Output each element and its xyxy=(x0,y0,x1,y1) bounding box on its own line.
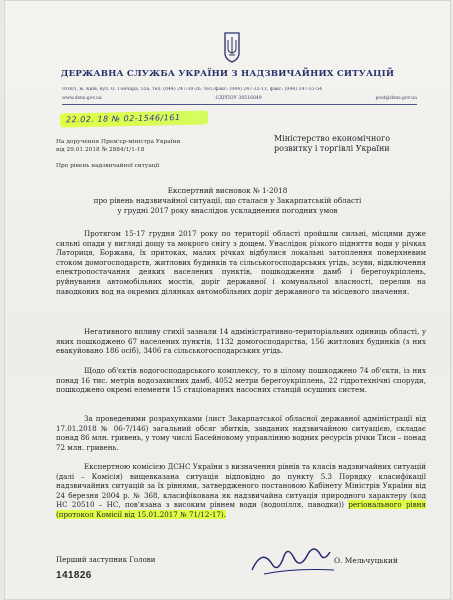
agency-email: post@dsns.gov.ua xyxy=(375,96,417,101)
header-divider xyxy=(62,104,417,105)
instruction-ref xyxy=(56,139,180,154)
paragraph-1 xyxy=(56,229,426,296)
document-title xyxy=(4,186,451,216)
agency-address: 01601, м. Київ, вул. О. Гончара, 55а, тел. (044) 247-30-26, тел./факс: (044) 247-32-11, факс: (044) 247-31-54 xyxy=(62,87,323,92)
paragraph-4-text: За проведеними розрахунками (лист Закарпатської обласної державної адміністрації від 17.01.2018 № 06-7/146) загальний обсяг збитків, завданих надзвичайною ситуацією, складає понад 86 млн. гривень, у тому числі Басейновому управлінню водних ресурсів річки Тиси – понад 72 млн. гривень. xyxy=(56,414,426,452)
agency-edrpou: ЄДРПОУ 38516849 xyxy=(215,96,262,101)
paragraph-5-main: Експертною комісією ДСНС України з визначення рівнів та класів надзвичайних ситуацій (далі – Комісія) вищевказана ситуація відповідно до пункту 5.3 Порядку класифікації надзвичайних ситуацій за їх рівнями, затвердженого постановою Кабінету Міністрів України від 24 березня 2004 р. № 368, класифікована як надзвичайна ситуація природного характеру (код НС 20510 – НС, пов'язана з високим рівнем води (водопілля, паводки)) xyxy=(56,462,426,510)
title-line-1: Експертний висновок № 1-2018 xyxy=(167,186,288,195)
paragraph-5 xyxy=(56,462,426,520)
paragraph-4 xyxy=(56,414,426,452)
document-sheet xyxy=(4,0,451,600)
agency-contacts xyxy=(62,96,417,101)
recipient-block xyxy=(274,134,424,154)
paragraph-5-highlighted: регіонального рівня (протокол Комісії від 15.01.2017 № 71/12-17). xyxy=(56,500,427,519)
signer-name: О. Мельчуцький xyxy=(334,556,398,565)
paragraph-2-text: Негативного впливу стихії зазнали 14 адміністративно-територіальних одиниць області, у яких пошкоджено 67 населених пунктів, 1132 домогосподарства, 156 житлових будинків (з них евакуйовано 186 осіб), 3406 га сільськогосподарських угідь. xyxy=(56,327,426,356)
registration-number: 141826 xyxy=(56,570,92,581)
recipient-line-2: розвитку і торгівлі України xyxy=(274,144,390,153)
paragraph-1-text: Протягом 15-17 грудня 2017 року по території області пройшли сильні, місцями дуже сильні опади у вигляді дощу та мокрого снігу з дощем. Унаслідок різкого підняття води у річках Латориця, Боржава, їх притоках, малих річках відбулися локальні затоплення поверхневим стоком домогосподарств, житлових будинків та сільськогосподарських угідь, зсуви, відключення електропостачання деяких населених пунктів, пошкодження дамб і берегоукріплень, руйнування автомобільних мостів, доріг державної і комунальної власності, перелив на паводкових вод на окремих ділянках автомобільних доріг державного та місцевого значення. xyxy=(56,229,426,296)
handwritten-signature xyxy=(244,540,339,580)
agency-name: ДЕРЖАВНА СЛУЖБА УКРАЇНИ З НАДЗВИЧАЙНИХ СИТУАЦІЙ xyxy=(60,69,395,79)
paragraph-2 xyxy=(56,327,426,356)
title-line-3: у грудні 2017 року внаслідок ускладнення погодних умов xyxy=(117,206,338,215)
handwritten-reference-text: 22.02. 18 № 02-1546/161 xyxy=(65,113,181,125)
instruction-line-2: від 29.01.2018 № 2884/1/1-18 xyxy=(56,146,145,153)
paragraph-3 xyxy=(56,366,426,395)
paragraph-5-text xyxy=(56,462,426,520)
trident-emblem-icon xyxy=(222,31,242,63)
signer-position: Перший заступник Голови xyxy=(56,556,156,564)
agency-website: www.dsns.gov.ua xyxy=(62,96,102,101)
subject-line: Про рівень надзвичайної ситуації xyxy=(56,163,160,169)
instruction-line-1: На доручення Прем'єр-міністра України xyxy=(56,139,181,145)
paragraph-3-text: Щодо об'єктів водогосподарського комплексу, то в цілому пошкоджено 74 об'єкти, із них понад 16 тис. метрів водозахисних дамб, 4052 метри берегоукріплень, 22 гідротехнічні споруди, пошкоджено окремі елементи 15 стаціонарних насосних станцій осушних систем. xyxy=(56,366,426,395)
recipient-line-1: Міністерство економічного xyxy=(274,134,391,143)
handwritten-reference xyxy=(60,110,208,127)
title-line-2: про рівень надзвичайної ситуації, що сталася у Закарпатській області xyxy=(93,196,362,205)
